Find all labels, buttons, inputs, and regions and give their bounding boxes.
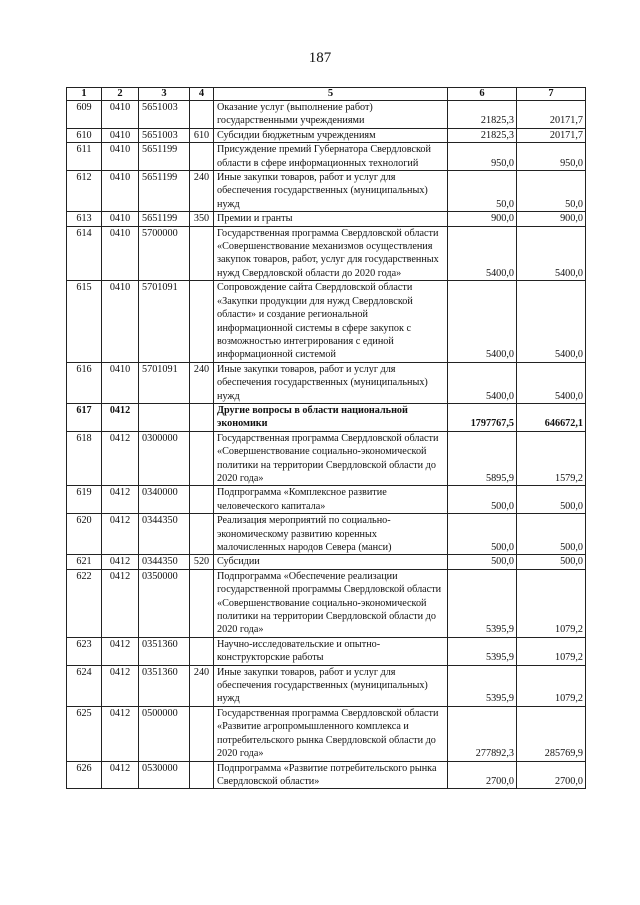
amount-col7-cell: 1079,2 — [517, 665, 586, 706]
row-number-cell: 617 — [67, 403, 102, 431]
amount-col7-cell: 50,0 — [517, 171, 586, 212]
expense-type-cell: 240 — [190, 665, 214, 706]
row-number-cell: 620 — [67, 514, 102, 555]
section-code-cell: 0412 — [102, 761, 139, 789]
item-name-cell: Иные закупки товаров, работ и услуг для обеспечения государственных (муниципальных) нужд — [214, 362, 448, 403]
amount-col6-cell: 500,0 — [448, 555, 517, 569]
row-number-cell: 624 — [67, 665, 102, 706]
expense-type-cell: 350 — [190, 212, 214, 226]
table-row — [67, 171, 586, 212]
target-article-cell: 0340000 — [139, 486, 190, 514]
section-code-cell: 0412 — [102, 637, 139, 665]
item-name-cell: Государственная программа Свердловской области «Совершенствование механизмов осуществления закупок товаров, работ, услуг для государственных нужд Свердловской области до 2020 года» — [214, 226, 448, 281]
item-name-cell: Субсидии бюджетным учреждениям — [214, 128, 448, 142]
row-number-cell: 612 — [67, 171, 102, 212]
item-name-cell: Подпрограмма «Развитие потребительского рынка Свердловской области» — [214, 761, 448, 789]
row-number-cell: 613 — [67, 212, 102, 226]
expense-type-cell — [190, 761, 214, 789]
amount-col6-cell: 5395,9 — [448, 665, 517, 706]
target-article-cell: 5701091 — [139, 362, 190, 403]
item-name-cell: Государственная программа Свердловской области «Развитие агропромышленного комплекса и потребительского рынка Свердловской области до 2020 года» — [214, 706, 448, 761]
expense-type-cell — [190, 486, 214, 514]
expense-type-cell: 610 — [190, 128, 214, 142]
table-row — [67, 403, 586, 431]
amount-col6-cell: 277892,3 — [448, 706, 517, 761]
target-article-cell: 5651199 — [139, 143, 190, 171]
expense-type-cell — [190, 403, 214, 431]
table-row — [67, 362, 586, 403]
item-name-cell: Подпрограмма «Обеспечение реализации государственной программы Свердловской области «Совершенствование социально-экономической политики на территории Свердловской области до 2020 года» — [214, 569, 448, 637]
amount-col6-cell: 2700,0 — [448, 761, 517, 789]
row-number-cell: 618 — [67, 431, 102, 486]
target-article-cell: 0351360 — [139, 665, 190, 706]
target-article-cell: 5651003 — [139, 128, 190, 142]
amount-col6-cell: 5400,0 — [448, 226, 517, 281]
section-code-cell: 0412 — [102, 514, 139, 555]
table-row — [67, 514, 586, 555]
expense-type-cell — [190, 706, 214, 761]
row-number-cell: 615 — [67, 281, 102, 362]
item-name-cell: Сопровождение сайта Свердловской области «Закупки продукции для нужд Свердловской области» и создание региональной информационной системы в сфере закупок с возможностью интегрирования с единой информационной системой — [214, 281, 448, 362]
amount-col6-cell: 5395,9 — [448, 569, 517, 637]
item-name-cell: Реализация мероприятий по социально-экономическому развитию коренных малочисленных народов Севера (манси) — [214, 514, 448, 555]
amount-col6-cell: 500,0 — [448, 514, 517, 555]
amount-col6-cell: 5895,9 — [448, 431, 517, 486]
target-article-cell: 0300000 — [139, 431, 190, 486]
row-number-cell: 623 — [67, 637, 102, 665]
expense-type-cell — [190, 431, 214, 486]
column-header-4: 4 — [190, 88, 214, 101]
amount-col6-cell: 900,0 — [448, 212, 517, 226]
amount-col6-cell: 950,0 — [448, 143, 517, 171]
item-name-cell: Присуждение премий Губернатора Свердловской области в сфере информационных технологий — [214, 143, 448, 171]
amount-col7-cell: 285769,9 — [517, 706, 586, 761]
target-article-cell: 0351360 — [139, 637, 190, 665]
target-article-cell — [139, 403, 190, 431]
table-row — [67, 212, 586, 226]
target-article-cell: 5701091 — [139, 281, 190, 362]
amount-col7-cell: 950,0 — [517, 143, 586, 171]
expense-type-cell: 520 — [190, 555, 214, 569]
budget-table — [66, 87, 586, 789]
section-code-cell: 0410 — [102, 171, 139, 212]
item-name-cell: Иные закупки товаров, работ и услуг для обеспечения государственных (муниципальных) нужд — [214, 665, 448, 706]
item-name-cell: Подпрограмма «Комплексное развитие человеческого капитала» — [214, 486, 448, 514]
section-code-cell: 0412 — [102, 665, 139, 706]
amount-col7-cell: 500,0 — [517, 514, 586, 555]
amount-col6-cell: 21825,3 — [448, 128, 517, 142]
row-number-cell: 609 — [67, 101, 102, 129]
target-article-cell: 5651199 — [139, 212, 190, 226]
row-number-cell: 622 — [67, 569, 102, 637]
expense-type-cell — [190, 226, 214, 281]
table-row — [67, 101, 586, 129]
item-name-cell: Оказание услуг (выполнение работ) государственными учреждениями — [214, 101, 448, 129]
table-row — [67, 486, 586, 514]
table-body — [67, 101, 586, 789]
amount-col6-cell: 50,0 — [448, 171, 517, 212]
target-article-cell: 0500000 — [139, 706, 190, 761]
target-article-cell: 0350000 — [139, 569, 190, 637]
item-name-cell: Другие вопросы в области национальной экономики — [214, 403, 448, 431]
amount-col6-cell: 21825,3 — [448, 101, 517, 129]
target-article-cell: 0530000 — [139, 761, 190, 789]
item-name-cell: Государственная программа Свердловской области «Совершенствование социально-экономической политики на территории Свердловской области до 2020 года» — [214, 431, 448, 486]
section-code-cell: 0410 — [102, 281, 139, 362]
row-number-cell: 611 — [67, 143, 102, 171]
page-number: 187 — [308, 50, 332, 66]
section-code-cell: 0412 — [102, 555, 139, 569]
expense-type-cell — [190, 143, 214, 171]
column-header-7: 7 — [517, 88, 586, 101]
amount-col7-cell: 5400,0 — [517, 226, 586, 281]
table-row — [67, 665, 586, 706]
target-article-cell: 5700000 — [139, 226, 190, 281]
expense-type-cell — [190, 569, 214, 637]
amount-col7-cell: 5400,0 — [517, 281, 586, 362]
amount-col6-cell: 5400,0 — [448, 362, 517, 403]
expense-type-cell — [190, 101, 214, 129]
section-code-cell: 0412 — [102, 706, 139, 761]
table-row — [67, 761, 586, 789]
table-row — [67, 143, 586, 171]
expense-type-cell — [190, 281, 214, 362]
amount-col7-cell: 500,0 — [517, 486, 586, 514]
amount-col7-cell: 5400,0 — [517, 362, 586, 403]
amount-col7-cell: 1079,2 — [517, 637, 586, 665]
section-code-cell: 0410 — [102, 212, 139, 226]
amount-col7-cell: 1079,2 — [517, 569, 586, 637]
table-row — [67, 281, 586, 362]
item-name-cell: Иные закупки товаров, работ и услуг для обеспечения государственных (муниципальных) нужд — [214, 171, 448, 212]
item-name-cell: Научно-исследовательские и опытно-конструкторские работы — [214, 637, 448, 665]
column-header-2: 2 — [102, 88, 139, 101]
row-number-cell: 614 — [67, 226, 102, 281]
table-row — [67, 226, 586, 281]
amount-col6-cell: 5395,9 — [448, 637, 517, 665]
row-number-cell: 619 — [67, 486, 102, 514]
table-header-row — [67, 88, 586, 101]
column-header-5: 5 — [214, 88, 448, 101]
target-article-cell: 0344350 — [139, 514, 190, 555]
row-number-cell: 626 — [67, 761, 102, 789]
amount-col7-cell: 646672,1 — [517, 403, 586, 431]
column-header-1: 1 — [67, 88, 102, 101]
row-number-cell: 625 — [67, 706, 102, 761]
section-code-cell: 0410 — [102, 101, 139, 129]
amount-col7-cell: 2700,0 — [517, 761, 586, 789]
section-code-cell: 0412 — [102, 486, 139, 514]
amount-col7-cell: 20171,7 — [517, 128, 586, 142]
amount-col7-cell: 500,0 — [517, 555, 586, 569]
row-number-cell: 616 — [67, 362, 102, 403]
section-code-cell: 0412 — [102, 569, 139, 637]
row-number-cell: 621 — [67, 555, 102, 569]
section-code-cell: 0410 — [102, 143, 139, 171]
amount-col7-cell: 900,0 — [517, 212, 586, 226]
table-row — [67, 128, 586, 142]
expense-type-cell: 240 — [190, 171, 214, 212]
target-article-cell: 5651199 — [139, 171, 190, 212]
section-code-cell: 0412 — [102, 431, 139, 486]
item-name-cell: Субсидии — [214, 555, 448, 569]
section-code-cell: 0412 — [102, 403, 139, 431]
amount-col6-cell: 500,0 — [448, 486, 517, 514]
item-name-cell: Премии и гранты — [214, 212, 448, 226]
table-row — [67, 569, 586, 637]
section-code-cell: 0410 — [102, 362, 139, 403]
table-row — [67, 637, 586, 665]
expense-type-cell: 240 — [190, 362, 214, 403]
table-row — [67, 431, 586, 486]
target-article-cell: 0344350 — [139, 555, 190, 569]
table-row — [67, 706, 586, 761]
expense-type-cell — [190, 637, 214, 665]
section-code-cell: 0410 — [102, 128, 139, 142]
amount-col6-cell: 5400,0 — [448, 281, 517, 362]
column-header-6: 6 — [448, 88, 517, 101]
expense-type-cell — [190, 514, 214, 555]
section-code-cell: 0410 — [102, 226, 139, 281]
row-number-cell: 610 — [67, 128, 102, 142]
amount-col7-cell: 1579,2 — [517, 431, 586, 486]
column-header-3: 3 — [139, 88, 190, 101]
table-row — [67, 555, 586, 569]
amount-col6-cell: 1797767,5 — [448, 403, 517, 431]
target-article-cell: 5651003 — [139, 101, 190, 129]
amount-col7-cell: 20171,7 — [517, 101, 586, 129]
